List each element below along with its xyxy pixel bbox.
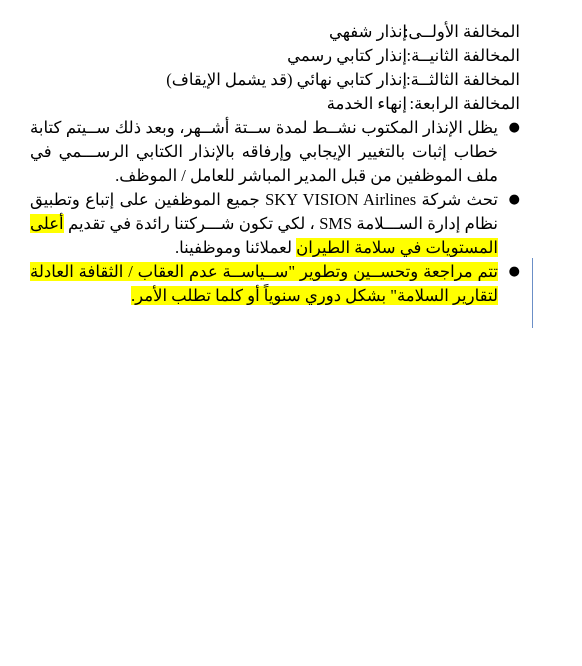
violation-label: المخالفة الرابعة: — [409, 94, 520, 113]
violation-action: إنذار شفهي — [328, 22, 407, 41]
bullet-text-highlighted: تتم مراجعة وتحســين وتطوير "ســياســة عدم العقاب / الثقافة العادلة لتقارير السلامة" بشكل دوري سنوياً أو كلما تطلب الأمر. — [30, 262, 498, 305]
violation-label: المخالفة الثالثــة: — [406, 70, 520, 89]
highlighted-phrase: أعلى المستويات في سلامة الطيران — [30, 214, 498, 257]
document-body — [28, 20, 520, 308]
bullet-text: يظل الإنذار المكتوب نشــط لمدة ســتة أشــهر، وبعد ذلك ســيتم كتابة خطاب إثبات بالتغيير الإيجابي وإرفاقه بالإنذار الكتابي الرســـمي في ملف الموظفين من قبل المدير المباشر للعامل / الموظف. — [30, 118, 498, 185]
violation-label: المخالفة الأولــى: — [403, 22, 520, 41]
bullet-review-policy — [30, 260, 520, 308]
violation-action: إنهاء الخدمة — [326, 94, 407, 113]
violation-row-1 — [28, 20, 520, 44]
bullet-warning-validity — [30, 116, 520, 188]
bullet-sms-commitment — [30, 188, 520, 260]
bullet-text-suffix: لعملائنا وموظفينا. — [175, 238, 293, 257]
violation-row-4 — [28, 92, 520, 116]
bullet-dot-icon: ● — [508, 192, 520, 207]
bullet-text-prefix: تحث شركة — [421, 190, 499, 209]
violation-row-2 — [28, 44, 520, 68]
bullet-dot-icon: ● — [508, 264, 520, 279]
system-abbrev: SMS — [319, 214, 353, 233]
violation-label: المخالفة الثانيــة: — [406, 46, 520, 65]
violation-action: إنذار كتابي نهائي (قد يشمل الإيقاف) — [166, 70, 407, 89]
change-bar — [532, 258, 533, 328]
company-name: SKY VISION Airlines — [265, 190, 417, 209]
violation-action: إنذار كتابي رسمي — [287, 46, 407, 65]
bullet-text-middle: جميع الموظفين على إتباع وتطبيق نظام إدارة الســـلامة — [30, 190, 499, 233]
bullet-dot-icon: ● — [508, 120, 520, 135]
bullet-text-middle-2: ، لكي تكون شـــركتنا رائدة في تقديم — [67, 214, 315, 233]
violation-row-3 — [28, 68, 520, 92]
